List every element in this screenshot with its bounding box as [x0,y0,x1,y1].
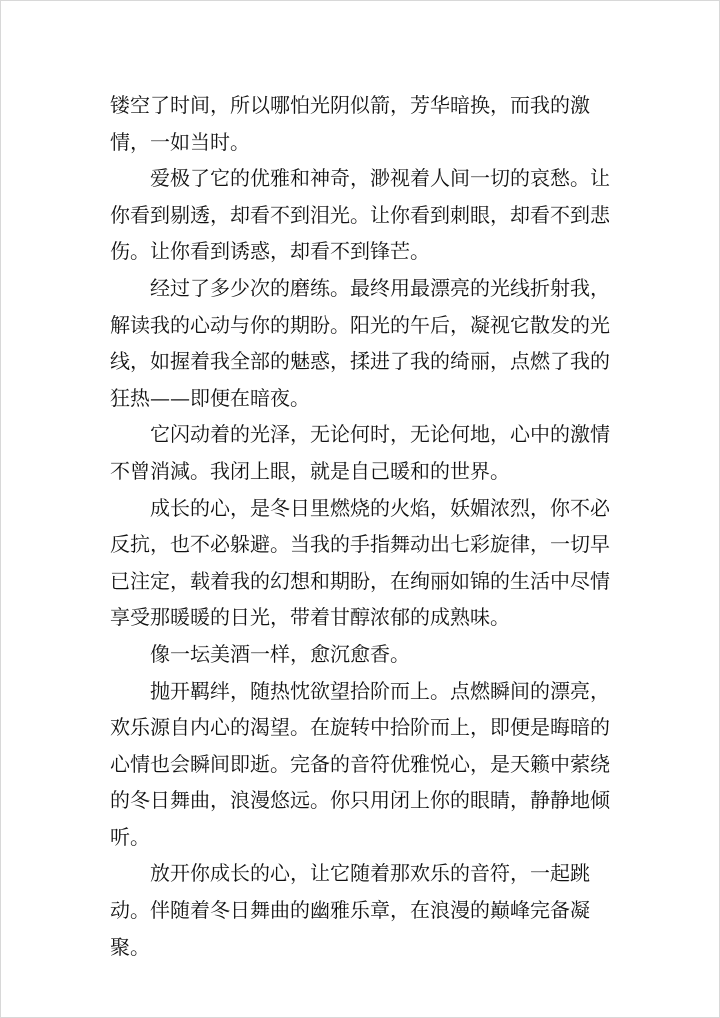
paragraph-4: 它闪动着的光泽，无论何时，无论何地，心中的激情不曾消減。我闭上眼，就是自己暖和的世界。 [110,422,610,483]
document-body [110,87,620,965]
paragraph-3: 经过了多少次的磨练。最终用最漂亮的光线折射我，解读我的心动与你的期盼。阳光的午后，凝视它散发的光线，如握着我全部的魅惑，揉进了我的绮丽，点燃了我的狂热——即便在暗夜。 [110,275,610,410]
paragraph-5: 成长的心，是冬日里燃烧的火焰，妖媚浓烈，你不必反抗，也不必躲避。当我的手指舞动出七彩旋律，一切早已注定，载着我的幻想和期盼，在绚丽如锦的生活中尽情享受那暖暖的日光，带着甘醇浓郁的成熟味。 [110,495,610,630]
paragraph-7: 抛开羁绊，随热忱欲望拾阶而上。点燃瞬间的漂亮，欢乐源自内心的渴望。在旋转中拾阶而上，即便是晦暗的心情也会瞬间即逝。完备的音符优雅悦心，是天籁中萦绕的冬日舞曲，浪漫悠远。你只用闭上你的眼睛，静静地倾听。 [110,678,610,849]
paragraph-8: 放开你成长的心，让它随着那欢乐的音符，一起跳动。伴随着冬日舞曲的幽雅乐章，在浪漫的巅峰完备凝聚。 [110,861,590,959]
paragraph-1: 镂空了时间，所以哪怕光阴似箭，芳华暗换，而我的激情，一如当时。 [110,93,590,154]
paragraph-6: 像一坛美酒一样，愈沉愈香。 [150,641,410,666]
paragraph-2: 爱极了它的优雅和神奇，渺视着人间一切的哀愁。让你看到剔透，却看不到泪光。让你看到刺眼，却看不到悲伤。让你看到诱惑，却看不到锋芒。 [110,166,610,264]
